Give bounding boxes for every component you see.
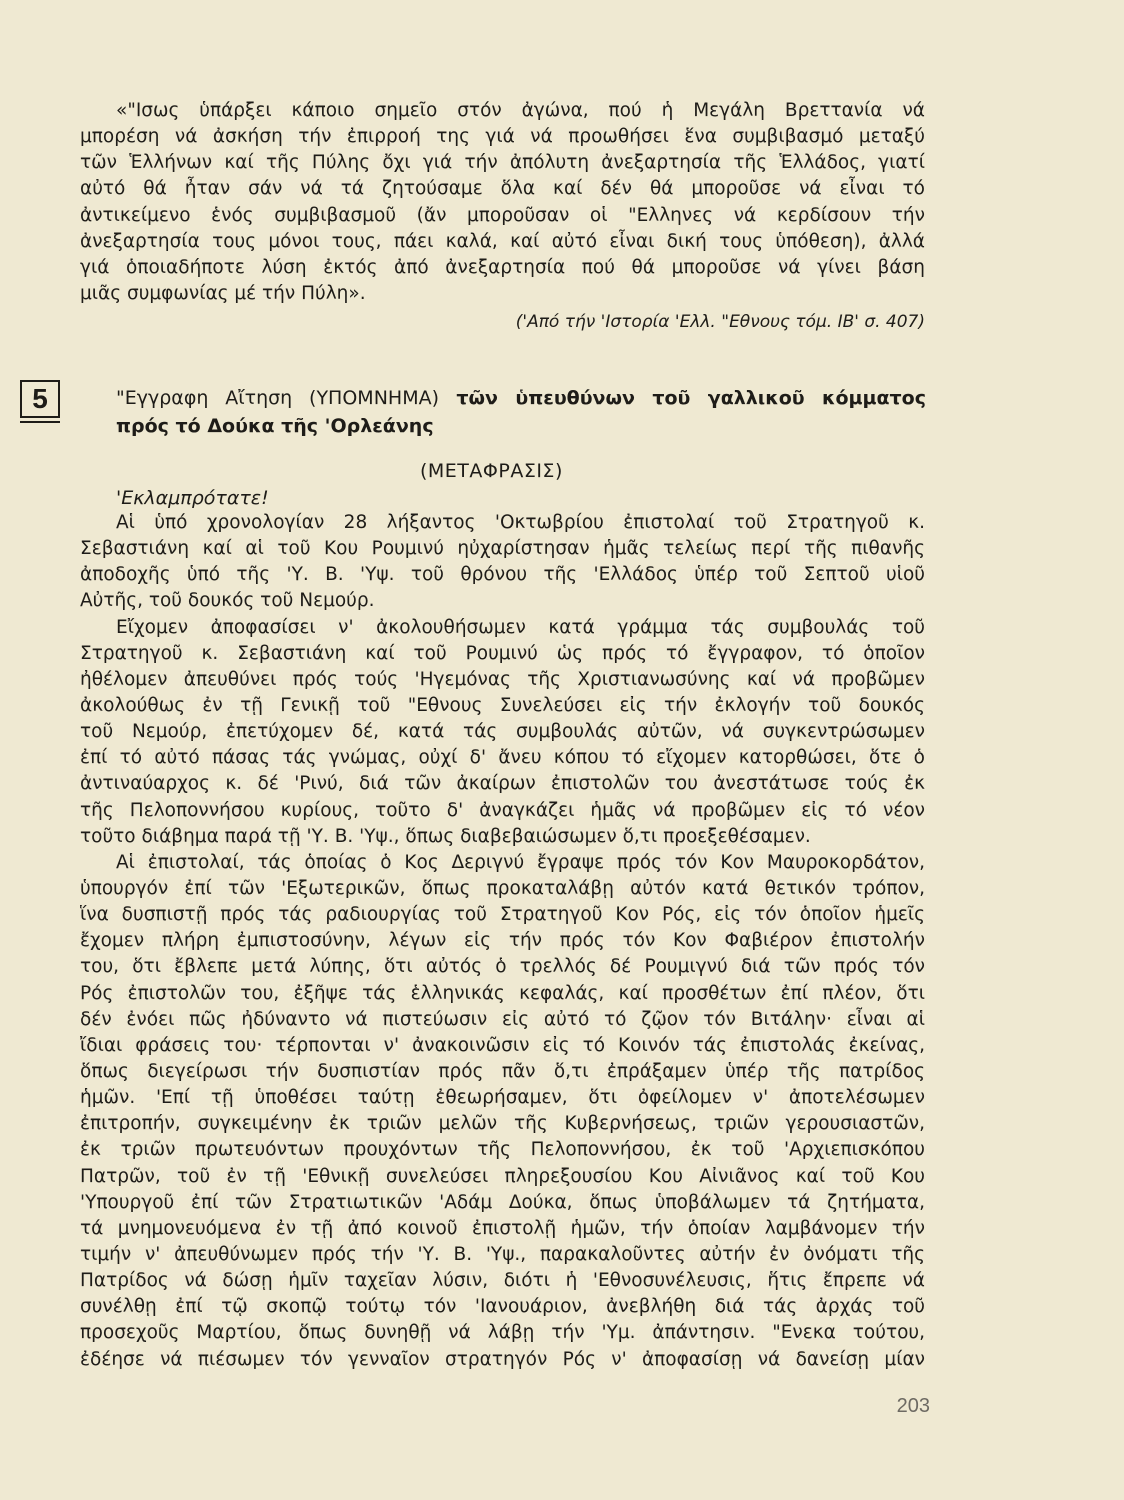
body-line: Στρατηγοῦ κ. Σεβαστιάνη καί τοῦ Ρουμινύ ὡς πρός τό ἔγγραφον, τό ὁποῖον	[80, 642, 925, 664]
salutation: 'Εκλαμπρότατε!	[116, 487, 269, 509]
heading-line-1	[116, 384, 926, 412]
body-line: τά μνημονευόμενα ἐν τῇ ἀπό κοινοῦ ἐπιστολῇ ἡμῶν, τήν ὁποίαν λαμβάνομεν τήν	[80, 1217, 925, 1239]
document-heading	[116, 384, 926, 440]
document-number-underline	[20, 421, 60, 423]
quote-line: μπορέση νά ἀσκήση τήν ἐπιρροή της γιά νά προωθήσει ἕνα συμβιβασμό μεταξύ	[80, 126, 925, 148]
citation: ('Από τήν 'Ιστορία 'Ελλ. "Εθνους τόμ. ΙΒ' σ. 407)	[515, 312, 925, 332]
body-line: τῆς Πελοποννήσου κυρίους, τοῦτο δ' ἀναγκάζει ἡμᾶς νά προβῶμεν εἰς τό νέον	[80, 799, 925, 821]
body-line: ἠθέλομεν ἀπευθύνει πρός τούς 'Ηγεμόνας τῆς Χριστιανωσύνης καί νά προβῶμεν	[80, 668, 925, 690]
body-line: δέν ἐνόει πῶς ἠδύναντο νά πιστεύωσιν εἰς αὐτό τό ζῷον τόν Βιτάλην· εἶναι αἱ	[80, 1008, 925, 1030]
document-number-box: 5	[20, 380, 60, 418]
body-line: ἀντιναύαρχος κ. δέ 'Ρινύ, διά τῶν ἀκαίρων ἐπιστολῶν του ἀνεστάτωσε τούς ἐκ	[80, 773, 925, 795]
body-line: Αἱ ὑπό χρονολογίαν 28 λήξαντος 'Οκτωβρίου ἐπιστολαί τοῦ Στρατηγοῦ κ.	[116, 512, 925, 533]
body-line: ἀκολούθως ἐν τῇ Γενικῇ τοῦ "Εθνους Συνελεύσει εἰς τήν ἐκλογήν τοῦ δουκός	[80, 694, 925, 716]
quote-line: τῶν Ἑλλήνων καί τῆς Πύλης ὄχι γιά τήν ἀπόλυτη ἀνεξαρτησία τῆς Ἑλλάδος, γιατί	[80, 152, 925, 174]
body-line: ἐκ τριῶν πρωτευόντων προυχόντων τῆς Πελοποννήσου, ἐκ τοῦ 'Αρχιεπισκόπου	[80, 1139, 925, 1161]
body-line: Πατρῶν, τοῦ ἐν τῇ 'Εθνικῇ συνελεύσει πληρεξουσίου Κου Αἰνιᾶνος καί τοῦ Κου	[80, 1165, 925, 1187]
body-line: Πατρίδος νά δώσῃ ἡμῖν ταχεῖαν λύσιν, διότι ἡ 'Εθνοσυνέλευσις, ἥτις ἔπρεπε νά	[80, 1270, 925, 1292]
quote-line: ἀνεξαρτησία τους μόνοι τους, πάει καλά, καί αὐτό εἶναι δική τους ὑπόθεση), ἀλλά	[80, 230, 925, 252]
body-line: Σεβαστιάνη καί αἱ τοῦ Κου Ρουμινύ ηὐχαρίστησαν ἡμᾶς τελείως περί τῆς πιθανῆς	[80, 538, 925, 560]
body-line: τιμήν ν' ἀπευθύνωμεν πρός τήν 'Υ. Β. 'Υψ., παρακαλοῦντες αὐτήν ἐν ὀνόματι τῆς	[80, 1243, 925, 1265]
body-line: Αὐτῆς, τοῦ δουκός τοῦ Νεμούρ.	[80, 590, 375, 612]
quote-line: γιά ὁποιαδήποτε λύση ἐκτός ἀπό ἀνεξαρτησία πού θά μποροῦσε νά γίνει βάση	[80, 256, 925, 278]
body-line: ἴδιαι φράσεις του· τέρπονται ν' ἀνακοινῶσιν εἰς τό Κοινόν τάς ἐπιστολάς ἐκείνας,	[80, 1034, 925, 1056]
heading-title-plain: "Εγγραφη Αἴτηση (ΥΠΟΜΝΗΜΑ)	[116, 387, 439, 409]
quote-line: «"Ισως ὑπάρξει κάποιο σημεῖο στόν ἀγώνα, πού ἡ Μεγάλη Βρεττανία νά	[116, 100, 925, 121]
body-line: ἀποδοχῆς ὑπό τῆς 'Υ. Β. 'Υψ. τοῦ θρόνου τῆς 'Ελλάδος ὑπέρ τοῦ Σεπτοῦ υἱοῦ	[80, 564, 925, 586]
body-line: του, ὅτι ἔβλεπε μετά λύπης, ὅτι αὐτός ὁ τρελλός δέ Ρουμιγνύ διά τῶν πρός τόν	[80, 956, 925, 978]
page-number: 203	[896, 1395, 930, 1417]
letter-body	[80, 510, 925, 1373]
quote-line: αὐτό θά ἦταν σάν νά τά ζητούσαμε ὅλα καί δέν θά μποροῦσε νά εἶναι τό	[80, 178, 925, 200]
body-line: ἐπί τό αὐτό πάσας τάς γνώμας, οὐχί δ' ἄνευ κόπου τό εἴχομεν κατορθώσει, ὅτε ὁ	[80, 747, 925, 769]
heading-line-2: πρός τό Δούκα τῆς 'Ορλεάνης	[116, 415, 434, 437]
body-line: Ρός ἐπιστολῶν του, ἐξῆψε τάς ἑλληνικάς κεφαλάς, καί προσθέτων ἐπί πλέον, ὅτι	[80, 982, 925, 1004]
body-line: ἐπιτροπήν, συγκειμένην ἐκ τριῶν μελῶν τῆς Κυβερνήσεως, τριῶν γερουσιαστῶν,	[80, 1113, 925, 1135]
heading-title-bold: τῶν ὑπευθύνων τοῦ γαλλικοῦ κόμματος	[456, 387, 926, 409]
body-line: τοῦτο διάβημα παρά τῇ 'Υ. Β. 'Υψ., ὅπως διαβεβαιώσωμεν ὅ,τι προεξεθέσαμεν.	[80, 825, 811, 847]
quote-line: ἀντικείμενο ἑνός συμβιβασμοῦ (ἄν μποροῦσαν οἱ "Ελληνες νά κερδίσουν τήν	[80, 204, 925, 226]
quote-line: μιᾶς συμφωνίας μέ τήν Πύλη».	[80, 282, 366, 304]
body-line: ἔχομεν πλήρη ἐμπιστοσύνην, λέγων εἰς τήν πρός τόν Κον Φαβιέρον ἐπιστολήν	[80, 930, 925, 952]
body-line: ἡμῶν. 'Επί τῇ ὑποθέσει ταύτῃ ἐθεωρήσαμεν, ὅτι ὀφείλομεν ν' ἀποτελέσωμεν	[80, 1087, 925, 1109]
body-line: ἵνα δυσπιστῇ πρός τάς ραδιουργίας τοῦ Στρατηγοῦ Κον Ρός, εἰς τόν ὁποῖον ἡμεῖς	[80, 904, 925, 926]
body-line: Αἱ ἐπιστολαί, τάς ὁποίας ὁ Κος Δεριγνύ ἔγραψε πρός τόν Κον Μαυροκορδάτον,	[116, 851, 925, 873]
body-line: Εἴχομεν ἀποφασίσει ν' ἀκολουθήσωμεν κατά γράμμα τάς συμβουλάς τοῦ	[116, 616, 925, 638]
body-line: ὑπουργόν ἐπί τῶν 'Εξωτερικῶν, ὅπως προκαταλάβῃ αὐτόν κατά θετικόν τρόπον,	[80, 877, 925, 899]
quote-paragraph	[80, 98, 925, 307]
body-line: ὅπως διεγείρωσι τήν δυσπιστίαν πρός πᾶν ὅ,τι ἐπράξαμεν ὑπέρ τῆς πατρίδος	[80, 1060, 925, 1082]
body-line: τοῦ Νεμούρ, ἐπετύχομεν δέ, κατά τάς συμβουλάς αὐτῶν, νά συγκεντρώσωμεν	[80, 721, 925, 743]
body-line: συνέλθῃ ἐπί τῷ σκοπῷ τούτῳ τόν 'Ιανουάριον, ἀνεβλήθη διά τάς ἀρχάς τοῦ	[80, 1296, 925, 1318]
body-line: ἐδέησε νά πιέσωμεν τόν γενναῖον στρατηγόν Ρός ν' ἀποφασίσῃ νά δανείσῃ μίαν	[80, 1348, 925, 1370]
body-line: 'Υπουργοῦ ἐπί τῶν Στρατιωτικῶν 'Αδάμ Δούκα, ὅπως ὑποβάλωμεν τά ζητήματα,	[80, 1191, 925, 1213]
translation-label: (ΜΕΤΑΦΡΑΣΙΣ)	[420, 460, 563, 482]
body-line: προσεχοῦς Μαρτίου, ὅπως δυνηθῇ νά λάβῃ τήν 'Υμ. ἀπάντησιν. "Ενεκα τούτου,	[80, 1322, 925, 1344]
